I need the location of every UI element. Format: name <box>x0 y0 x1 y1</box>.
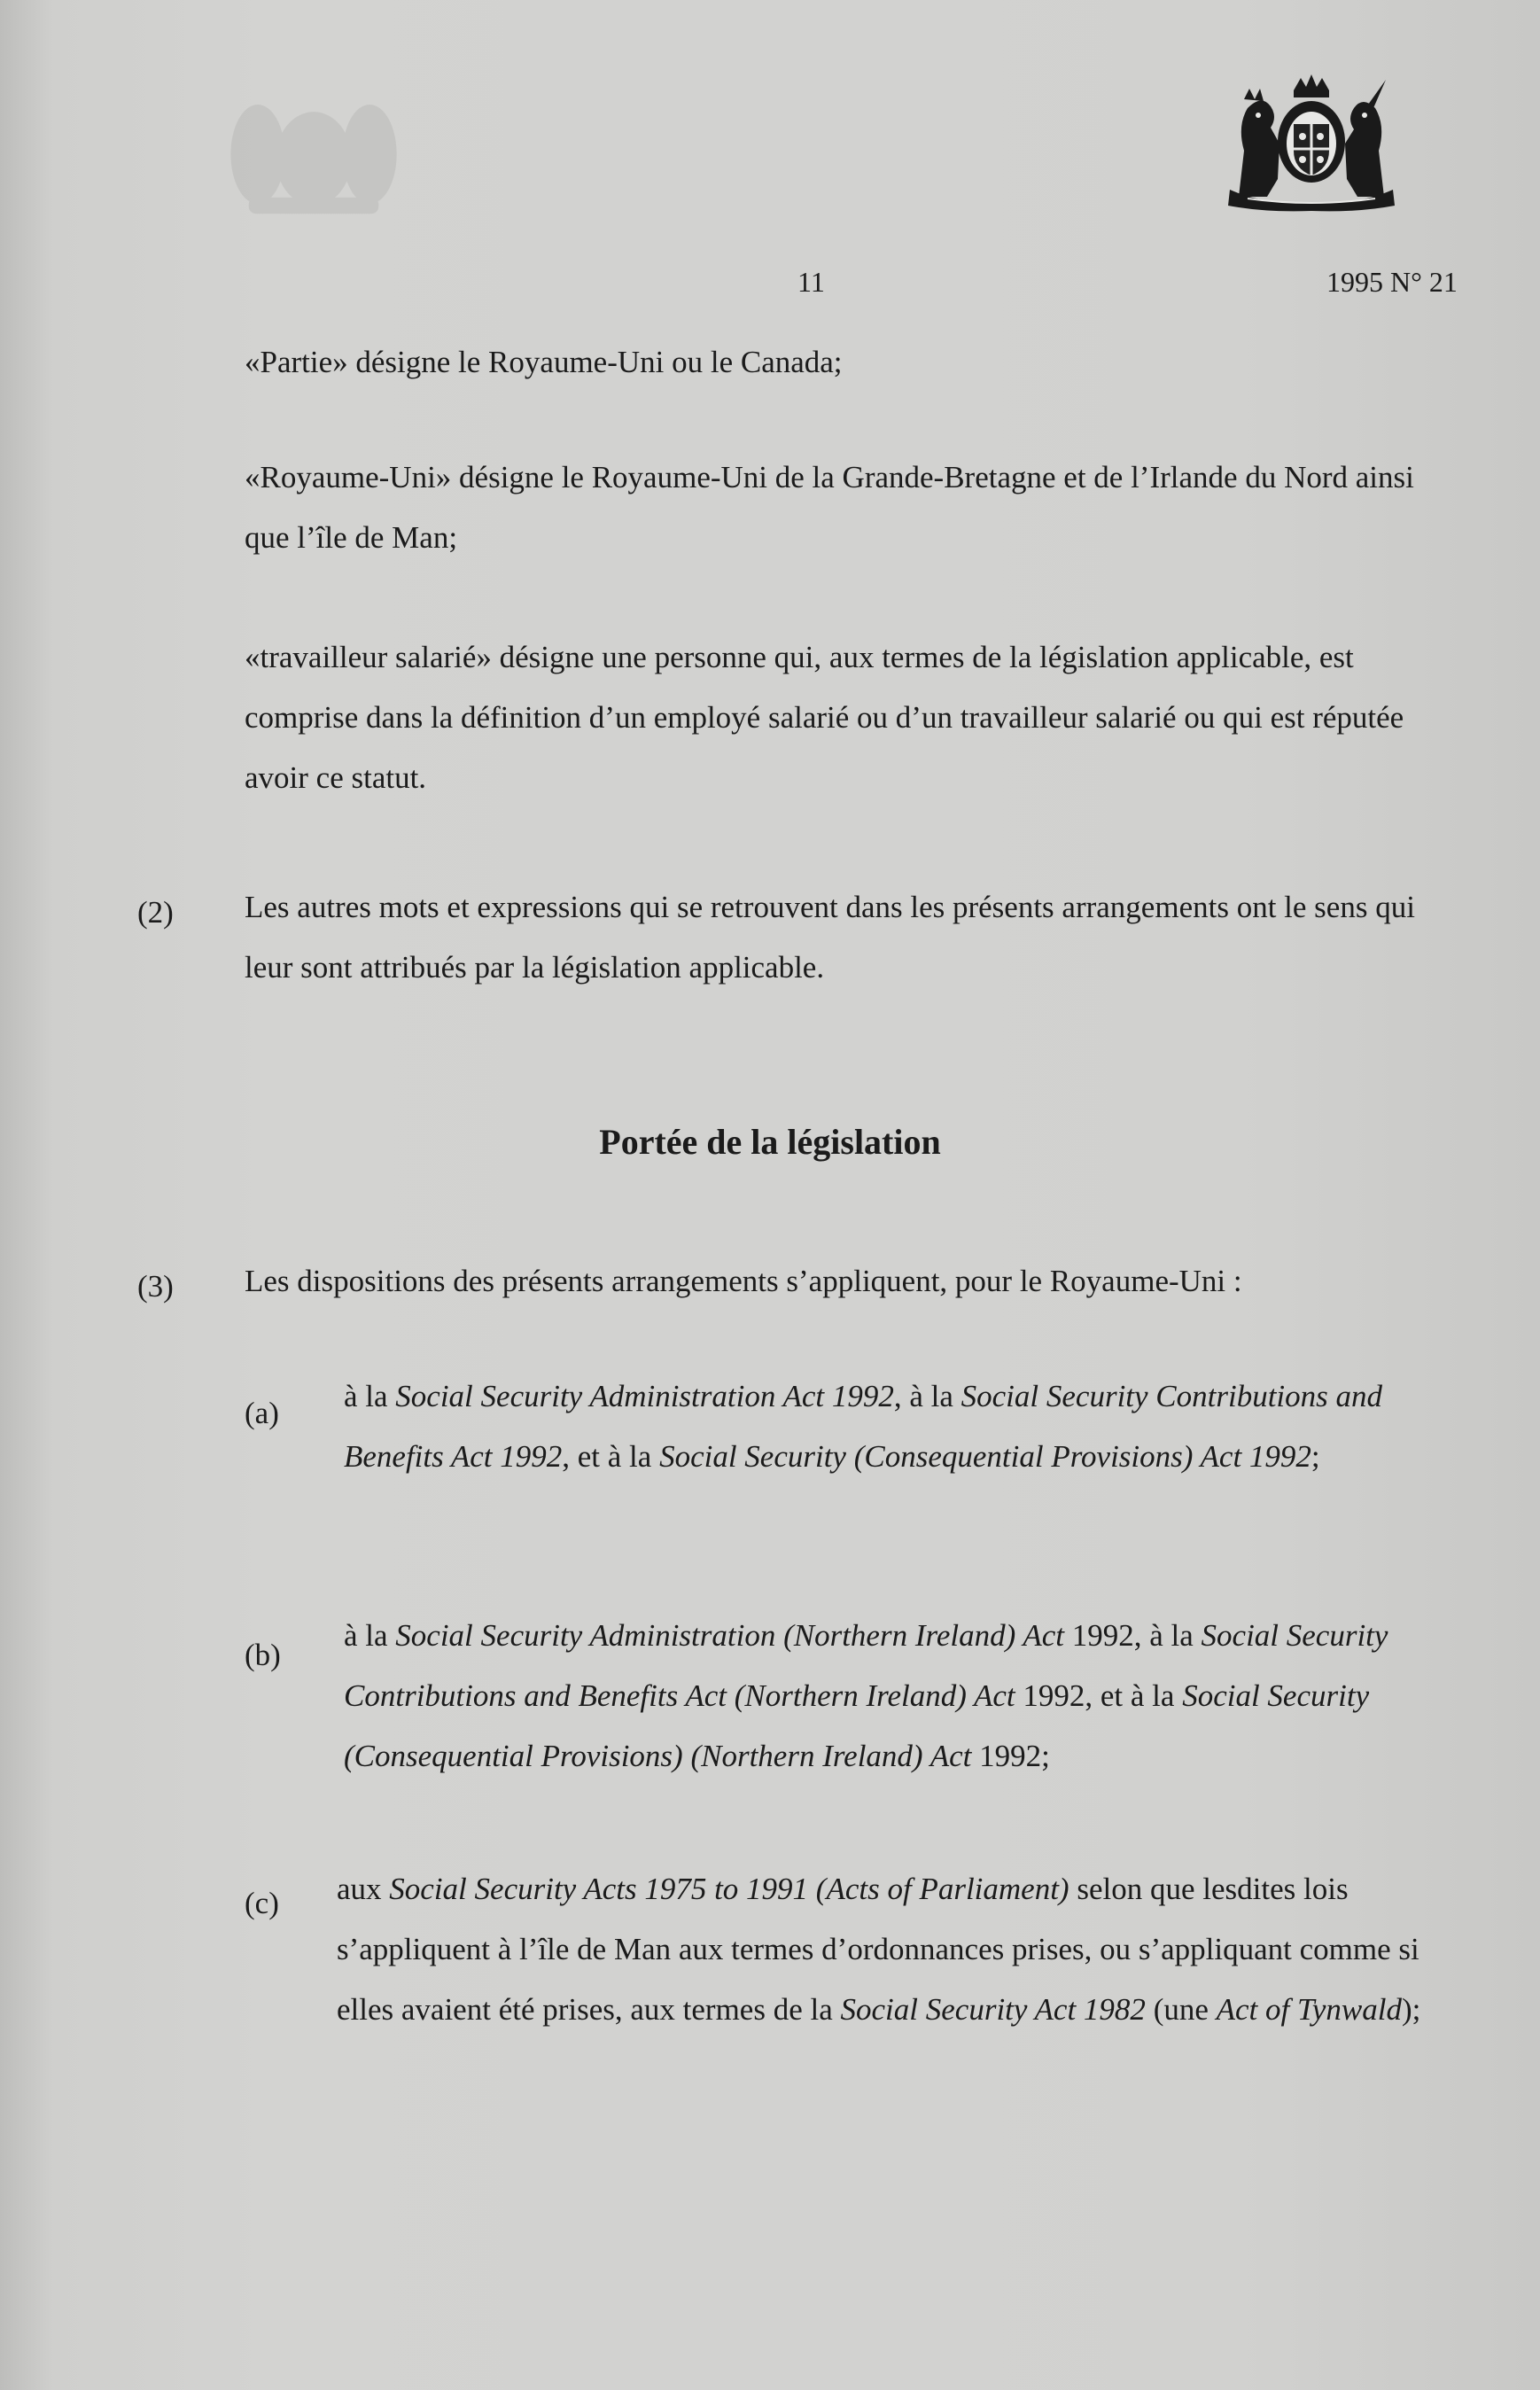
list-item-b-text: à la Social Security Administration (Northern Ireland) Act 1992, à la Social Security Contributions and Benefits Act (Northern Ireland) Act 1992, et à la Social Security (Consequential Provisions) (Northern Ireland) Act 1992; <box>344 1618 1388 1773</box>
list-item-c-text: aux Social Security Acts 1975 to 1991 (Acts of Parliament) selon que lesdites lois s’appliquent à l’île de Man aux termes d’ordonnances prises, ou s’appliquant comme si elles avaient été prises, aux termes de la Social Security Act 1982 (une Act of Tynwald); <box>337 1872 1421 2027</box>
document-reference: 1995 N° 21 <box>1326 266 1458 298</box>
royal-coat-of-arms-icon <box>1212 73 1411 213</box>
paragraph-number: (3) <box>137 1269 174 1304</box>
section-heading: Portée de la législation <box>599 1122 941 1162</box>
crest-bleed-through-icon <box>213 78 415 229</box>
list-item-a-text: à la Social Security Administration Act 1992, à la Social Security Contributions and Benefits Act 1992, et à la Social Security (Consequential Provisions) Act 1992; <box>344 1379 1383 1474</box>
page-number: 11 <box>797 266 825 298</box>
paragraph-number: (2) <box>137 895 174 930</box>
paragraph-2-text: Les autres mots et expressions qui se retrouvent dans les présents arrangements ont le sens qui leur sont attribués par la législation applicable. <box>245 890 1415 985</box>
paragraph-3-text: Les dispositions des présents arrangements s’appliquent, pour le Royaume-Uni : <box>245 1264 1242 1298</box>
definition-travailleur-salarie: «travailleur salarié» désigne une personne qui, aux termes de la législation applicable, est comprise dans la définition d’un employé salarié ou d’un travailleur salarié ou qui est réputée avoir ce statut. <box>245 640 1404 795</box>
definition-partie: «Partie» désigne le Royaume-Uni ou le Canada; <box>245 345 843 379</box>
list-item-label: (a) <box>245 1396 279 1430</box>
list-item-label: (b) <box>245 1638 281 1672</box>
bleed-through-text <box>159 337 167 399</box>
definition-royaume-uni: «Royaume-Uni» désigne le Royaume-Uni de la Grande-Bretagne et de l’Irlande du Nord ainsi que l’île de Man; <box>245 460 1414 555</box>
list-item-label: (c) <box>245 1886 279 1920</box>
